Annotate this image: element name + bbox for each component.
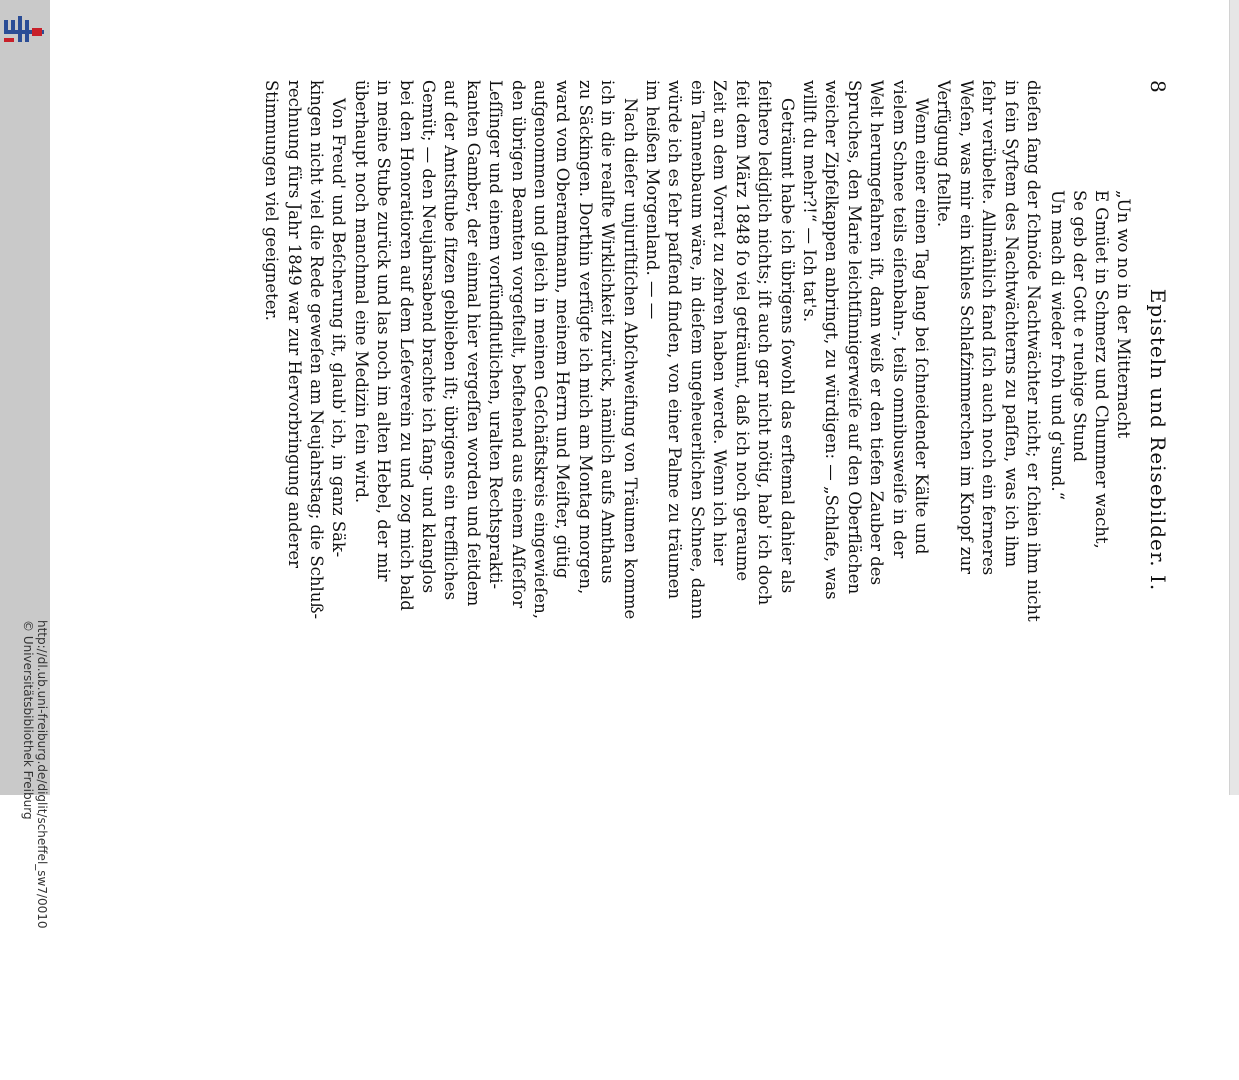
text-line: Nach dieſer unjuriſtiſchen Abſchweifung von Träumen komme [620, 98, 640, 620]
text-line: rechnung fürs Jahr 1849 war zur Hervorbringung anderer [284, 80, 304, 569]
text-line: in meine Stube zurück und las noch im alten Hebel, der mir [374, 80, 394, 582]
text-line: aufgenommen und gleich in meinen Geſchäftskreis eingewieſen, [531, 80, 551, 620]
text-line: ich in die realſte Wirklichkeit zurück, nämlich aufs Amthaus [598, 80, 618, 584]
text-line: auf der Amtsſtube ſitzen geblieben iſt; übrigens ein treffliches [441, 80, 461, 601]
text-line: ſeithero lediglich nichts; iſt auch gar nicht nötig, hab' ich doch [755, 80, 775, 606]
page-edge [1229, 0, 1239, 795]
body-text [260, 80, 1044, 800]
page-number: 8 [1146, 80, 1170, 93]
text-line: kingen nicht viel die Rede geweſen am Neujahrstag; die Schluß- [307, 80, 326, 620]
text-line: willſt du mehr?!“ — Ich tat's. [799, 80, 819, 323]
text-line: dieſen ſang der ſchnöde Nachtwächter nicht; er ſchien ihm nicht [1024, 80, 1043, 622]
sidebar [0, 0, 50, 929]
university-logo-icon [4, 16, 44, 52]
copyright-text: © Universitätsbibliothek Freiburg [21, 620, 35, 820]
running-head: Episteln und Reisebilder. I. [1146, 288, 1170, 592]
text-line: Wenn einer einen Tag lang bei ſchneidender Kälte und [911, 98, 931, 555]
text-line: Zeit an dem Vorrat zu zehren haben werde. Wenn ich hier [710, 80, 730, 566]
text-line: ward vom Oberamtmann, meinem Herrn und Meiſter, gütig [553, 80, 573, 579]
text-line: kanten Gamber, der einmal hier vergeſſen worden und ſeitdem [463, 80, 483, 607]
text-line: überhaupt noch manchmal eine Medizin ſein wird. [351, 80, 371, 504]
text-line: im heißen Morgenland. — — [643, 80, 663, 320]
text-line: ein Tannenbaum wäre, in dieſem ungeheuerlichen Schnee, dann [687, 80, 707, 620]
text-line: Geträumt habe ich übrigens ſowohl das erſtemal dahier als [777, 98, 797, 594]
text-line: Leſſinger und einem vorſündflutlichen, uralten Rechtsprakti- [486, 80, 506, 590]
text-line: Stimmungen viel geeigneter. [262, 80, 282, 321]
text-line: Gemüt; — den Neujahrsabend brachte ich ſang- und klanglos [419, 80, 439, 594]
verse-block [1046, 190, 1134, 800]
verse-line: Un mach di wieder froh und g'sund.“ [1048, 190, 1067, 501]
text-line: vielem Schnee teils eiſenbahn-, teils omnibusweiſe in der [889, 80, 909, 559]
text-line: Weſen, was mir ein kühles Schlafzimmerchen im Knopf zur [956, 80, 976, 575]
text-line: würde ich es ſehr paſſend finden, von einer Palme zu träumen [665, 80, 685, 600]
text-line: bei den Honoratioren auf dem Leſeverein zu und zog mich bald [396, 80, 416, 611]
verse-line: E Gmüet in Schmerz und Chummer wacht, [1092, 190, 1111, 549]
text-line: den übrigen Beamten vorgeſtellt, beſtehend aus einem Aſſeſſor [508, 80, 528, 609]
text-line: in ſein Syſtem des Nachtwächterns zu paſſen, was ich ihm [1001, 80, 1021, 568]
text-line: Von Freud' und Beſcherung iſt, glaub' ich, in ganz Säk- [329, 98, 349, 558]
text-line: weicher Zipfelkappen anbringt, zu würdigen: — „Schlafe, was [822, 80, 842, 600]
source-url-label [21, 620, 49, 1080]
page-header [1142, 80, 1170, 800]
text-line: ſehr verübelte. Allmählich fand ſich auch noch ein ferneres [979, 80, 999, 576]
text-line: Welt herumgefahren iſt, dann weiß er den tiefen Zauber des [867, 80, 887, 586]
verse-line: „Un wo no in der Mitternacht [1114, 190, 1133, 439]
source-url-text: http://dl.ub.uni-freiburg.de/diglit/scheffel_sw7/0010 [35, 620, 49, 929]
text-line: Spruches, den Marie leichtſinnigerweiſe auf den Oberflächen [844, 80, 864, 595]
text-line: zu Säckingen. Dorthin verfügte ich mich am Montag morgen, [575, 80, 595, 595]
page-content [140, 80, 1170, 800]
text-line: ſeit dem März 1848 ſo viel geträumt, daß ich noch geraume [732, 80, 752, 582]
text-line: Verfügung ſtellte. [934, 80, 954, 228]
verse-line: Se geb der Gott e ruehige Stund [1070, 190, 1089, 463]
